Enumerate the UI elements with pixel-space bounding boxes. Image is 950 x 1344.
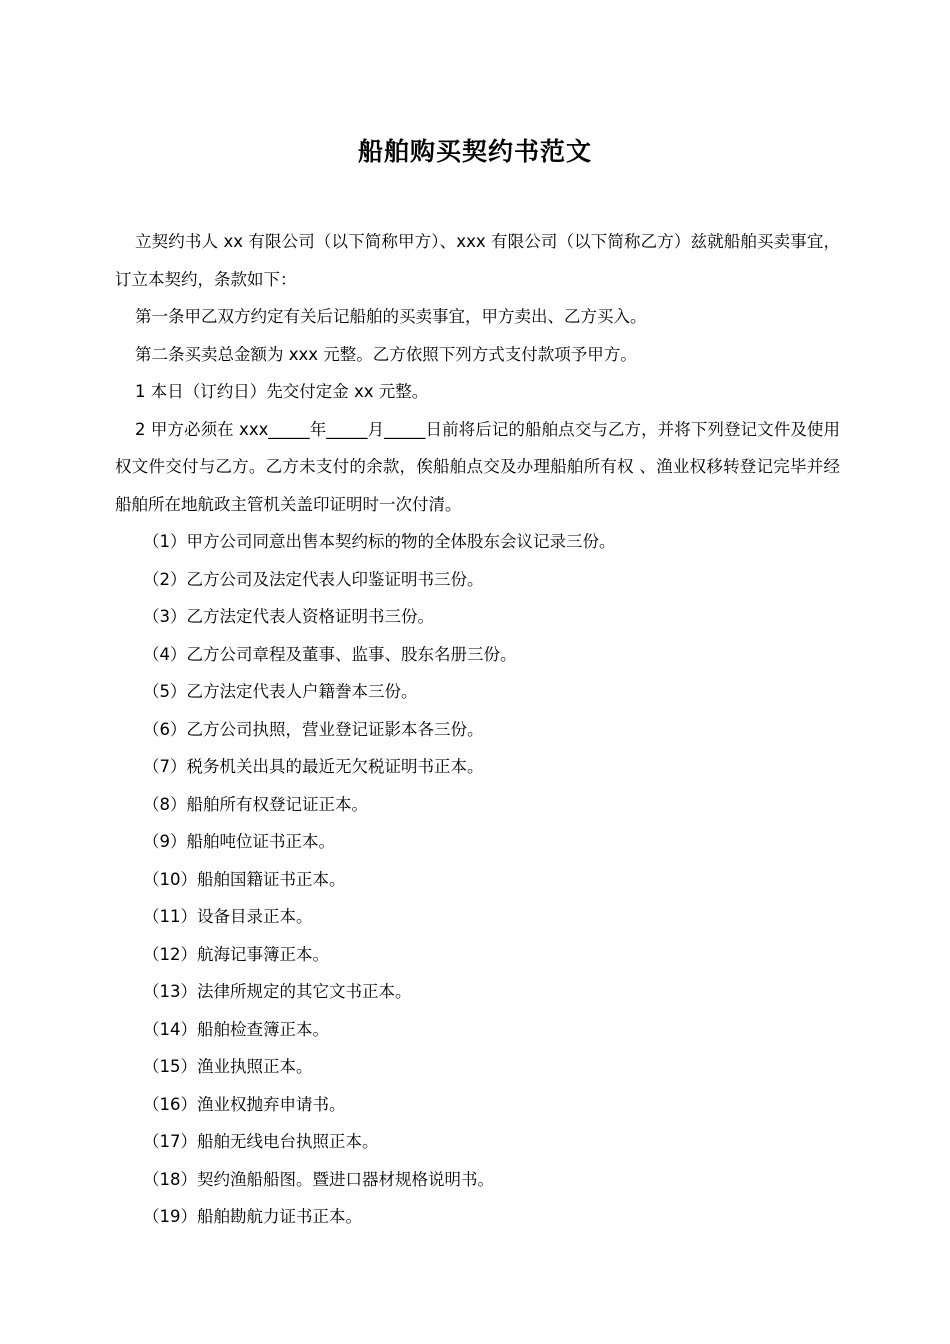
document-body <box>115 223 840 1236</box>
paragraph-preamble: 立契约书人 xx 有限公司（以下简称甲方）、xxx 有限公司（以下简称乙方）兹就船舶买卖事宜，订立本契约，条款如下： <box>115 232 840 289</box>
paragraph-clause-1: 1 本日（订约日）先交付定金 xx 元整。 <box>135 382 429 401</box>
list-item: （5）乙方法定代表人户籍誊本三份。 <box>143 682 418 701</box>
paragraph-article-2: 第二条买卖总金额为 xxx 元整。乙方依照下列方式支付款项予甲方。 <box>135 344 637 364</box>
list-item: （2）乙方公司及法定代表人印鉴证明书三份。 <box>143 569 484 589</box>
list-item: （3）乙方法定代表人资格证明书三份。 <box>143 607 434 626</box>
document-title: 船舶购买契约书范文 <box>357 137 592 166</box>
list-item: （10）船舶国籍证书正本。 <box>143 869 346 889</box>
list-item: （1）甲方公司同意出售本契约标的物的全体股东会议记录三份。 <box>143 532 616 551</box>
paragraph-article-1: 第一条甲乙双方约定有关后记船舶的买卖事宜，甲方卖出、乙方买入。 <box>135 307 647 326</box>
document-list <box>115 523 840 1236</box>
list-item: （19）船舶勘航力证书正本。 <box>143 1207 362 1226</box>
list-item: （4）乙方公司章程及董事、监事、股东名册三份。 <box>143 644 517 664</box>
list-item: （11）设备目录正本。 <box>143 907 313 926</box>
list-item: （15）渔业执照正本。 <box>143 1057 313 1076</box>
list-item: （6）乙方公司执照，营业登记证影本各三份。 <box>143 719 484 739</box>
list-item: （14）船舶检查簿正本。 <box>143 1019 329 1039</box>
list-item: （13）法律所规定的其它文书正本。 <box>143 982 412 1001</box>
paragraph-clause-2: 2 甲方必须在 xxx_____年_____月_____日前将后记的船舶点交与乙方，并将下列登记文件及使用权文件交付与乙方。乙方未支付的余款，俟船舶点交及办理船舶所有权 、渔业权移转登记完毕并经船舶所在地航政主管机关盖印证明时一次付清。 <box>115 419 840 514</box>
list-item: （18）契约渔船船图。暨进口器材规格说明书。 <box>143 1169 494 1189</box>
list-item: （7）税务机关出具的最近无欠税证明书正本。 <box>143 757 484 776</box>
list-item: （8）船舶所有权登记证正本。 <box>143 794 368 814</box>
list-item: （9）船舶吨位证书正本。 <box>143 832 335 851</box>
list-item: （12）航海记事簿正本。 <box>143 944 329 964</box>
list-item: （17）船舶无线电台执照正本。 <box>143 1132 379 1151</box>
list-item: （16）渔业权抛弃申请书。 <box>143 1094 346 1114</box>
